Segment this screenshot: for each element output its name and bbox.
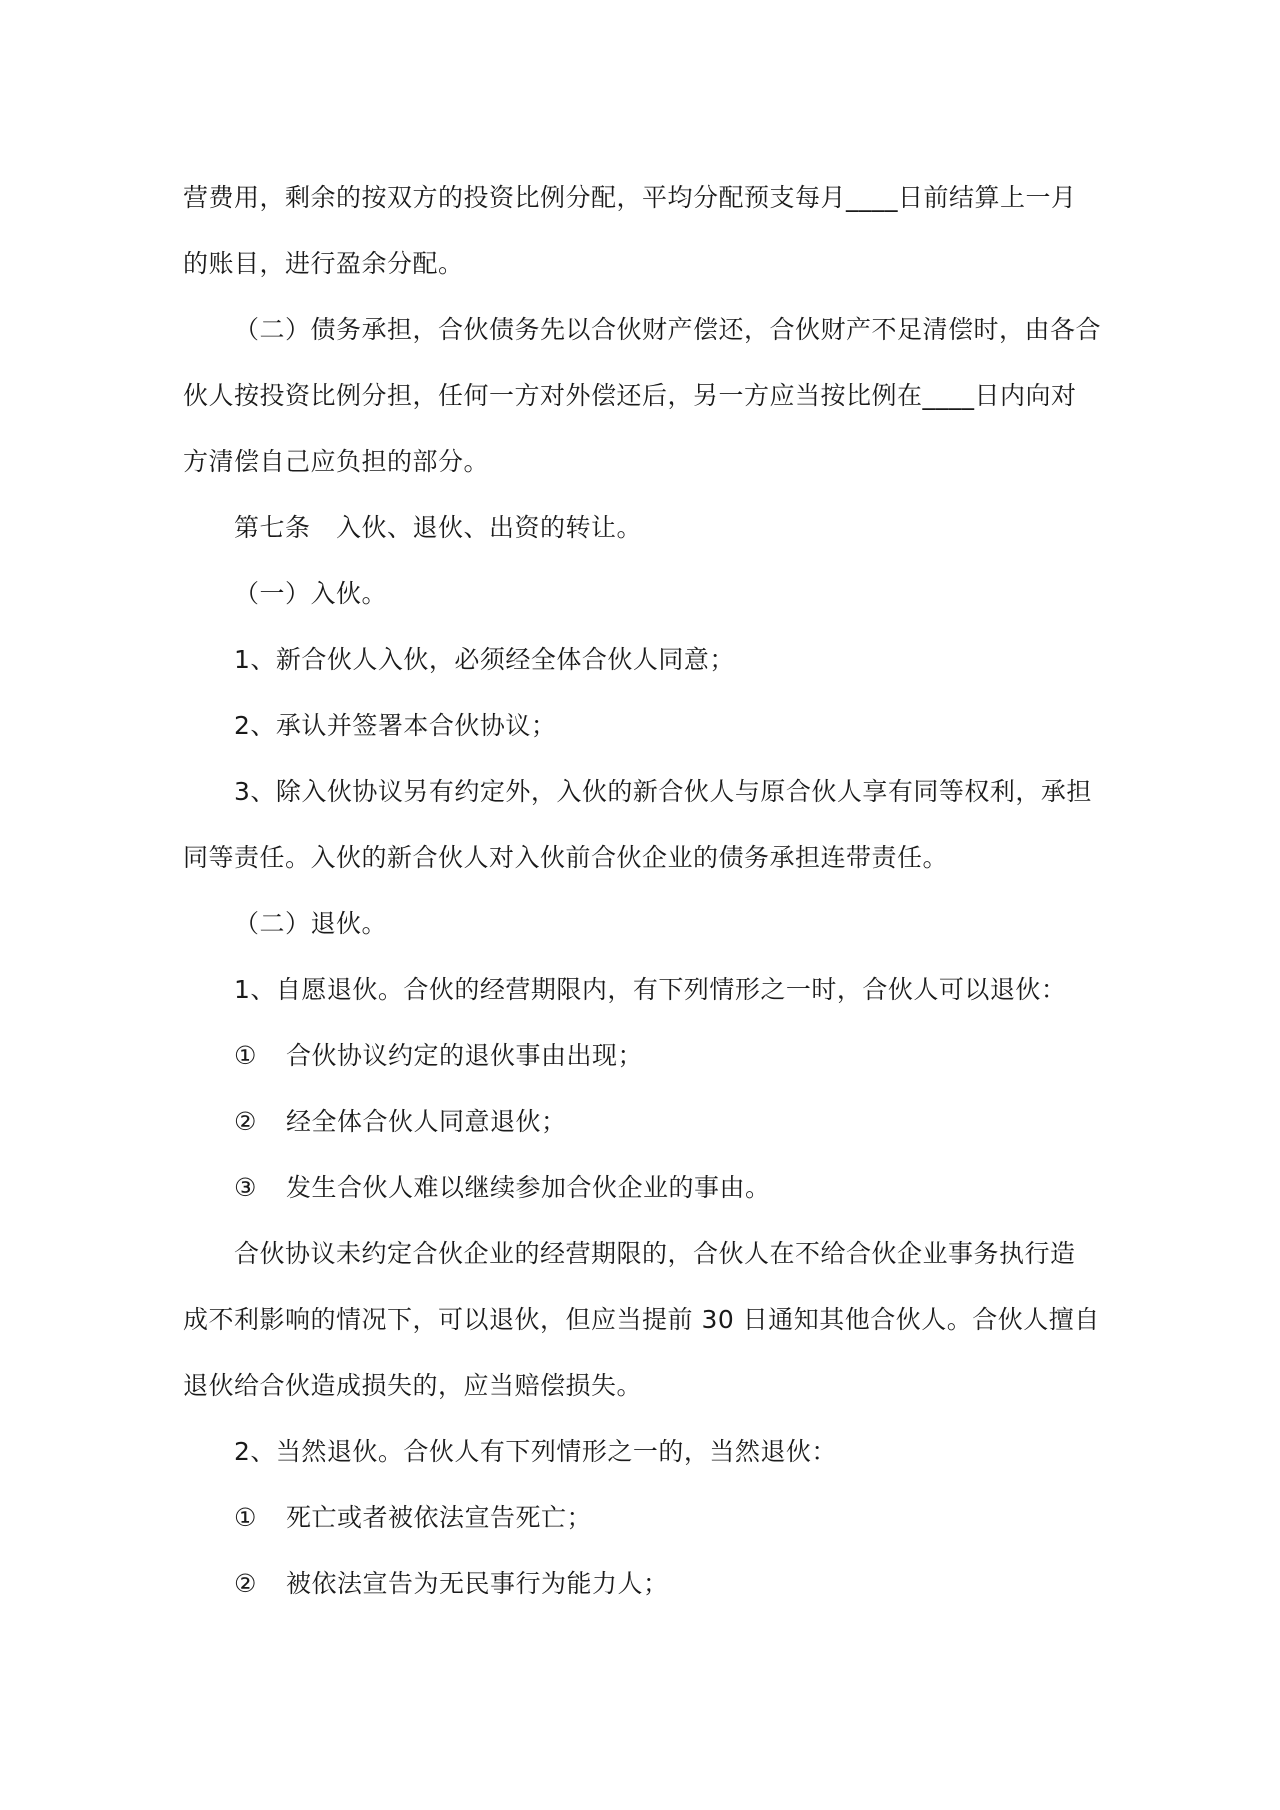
paragraph-line: 的账目，进行盈余分配。 xyxy=(183,249,464,278)
list-item-text: 合伙协议约定的退伙事由出现； xyxy=(286,1041,644,1070)
clause-join-2: 2、承认并签署本合伙协议； xyxy=(234,711,557,740)
document-body xyxy=(183,165,1103,1617)
list-marker: ③ xyxy=(234,1173,257,1202)
list-item xyxy=(183,1155,1103,1221)
paragraph-line: 成不利影响的情况下，可以退伙，但应当提前 30 日通知其他合伙人。合伙人擅自 xyxy=(183,1305,1100,1334)
list-marker: ② xyxy=(234,1569,257,1598)
list-item xyxy=(183,1089,1103,1155)
paragraph-line: 合伙协议未约定合伙企业的经营期限的，合伙人在不给合伙企业事务执行造 xyxy=(234,1239,1076,1268)
clause-withdraw-2: 2、当然退伙。合伙人有下列情形之一的，当然退伙： xyxy=(234,1437,837,1466)
section-heading-join: （一）入伙。 xyxy=(234,579,388,608)
list-marker: ① xyxy=(234,1503,257,1532)
article-heading: 第七条 入伙、退伙、出资的转让。 xyxy=(234,513,643,542)
paragraph-line: 营费用，剩余的按双方的投资比例分配，平均分配预支每月____日前结算上一月 xyxy=(183,183,1077,212)
list-item xyxy=(183,1485,1103,1551)
list-item-text: 经全体合伙人同意退伙； xyxy=(286,1107,567,1136)
list-item-text: 发生合伙人难以继续参加合伙企业的事由。 xyxy=(286,1173,771,1202)
list-item-text: 死亡或者被依法宣告死亡； xyxy=(286,1503,593,1532)
paragraph-line: 同等责任。入伙的新合伙人对入伙前合伙企业的债务承担连带责任。 xyxy=(183,843,949,872)
paragraph-line: 退伙给合伙造成损失的，应当赔偿损失。 xyxy=(183,1371,643,1400)
clause-withdraw-1: 1、自愿退伙。合伙的经营期限内，有下列情形之一时，合伙人可以退伙： xyxy=(234,975,1067,1004)
list-marker: ② xyxy=(234,1107,257,1136)
list-item-text: 被依法宣告为无民事行为能力人； xyxy=(286,1569,669,1598)
paragraph-line: 伙人按投资比例分担，任何一方对外偿还后，另一方应当按比例在____日内向对 xyxy=(183,381,1077,410)
section-heading-withdraw: （二）退伙。 xyxy=(234,909,388,938)
clause-join-1: 1、新合伙人入伙，必须经全体合伙人同意； xyxy=(234,645,735,674)
list-item xyxy=(183,1551,1103,1617)
list-marker: ① xyxy=(234,1041,257,1070)
list-item xyxy=(183,1023,1103,1089)
paragraph-line: 方清偿自己应负担的部分。 xyxy=(183,447,490,476)
clause-join-3: 3、除入伙协议另有约定外，入伙的新合伙人与原合伙人享有同等权利，承担 xyxy=(234,777,1092,806)
paragraph-line: （二）债务承担，合伙债务先以合伙财产偿还，合伙财产不足清偿时，由各合 xyxy=(234,315,1102,344)
